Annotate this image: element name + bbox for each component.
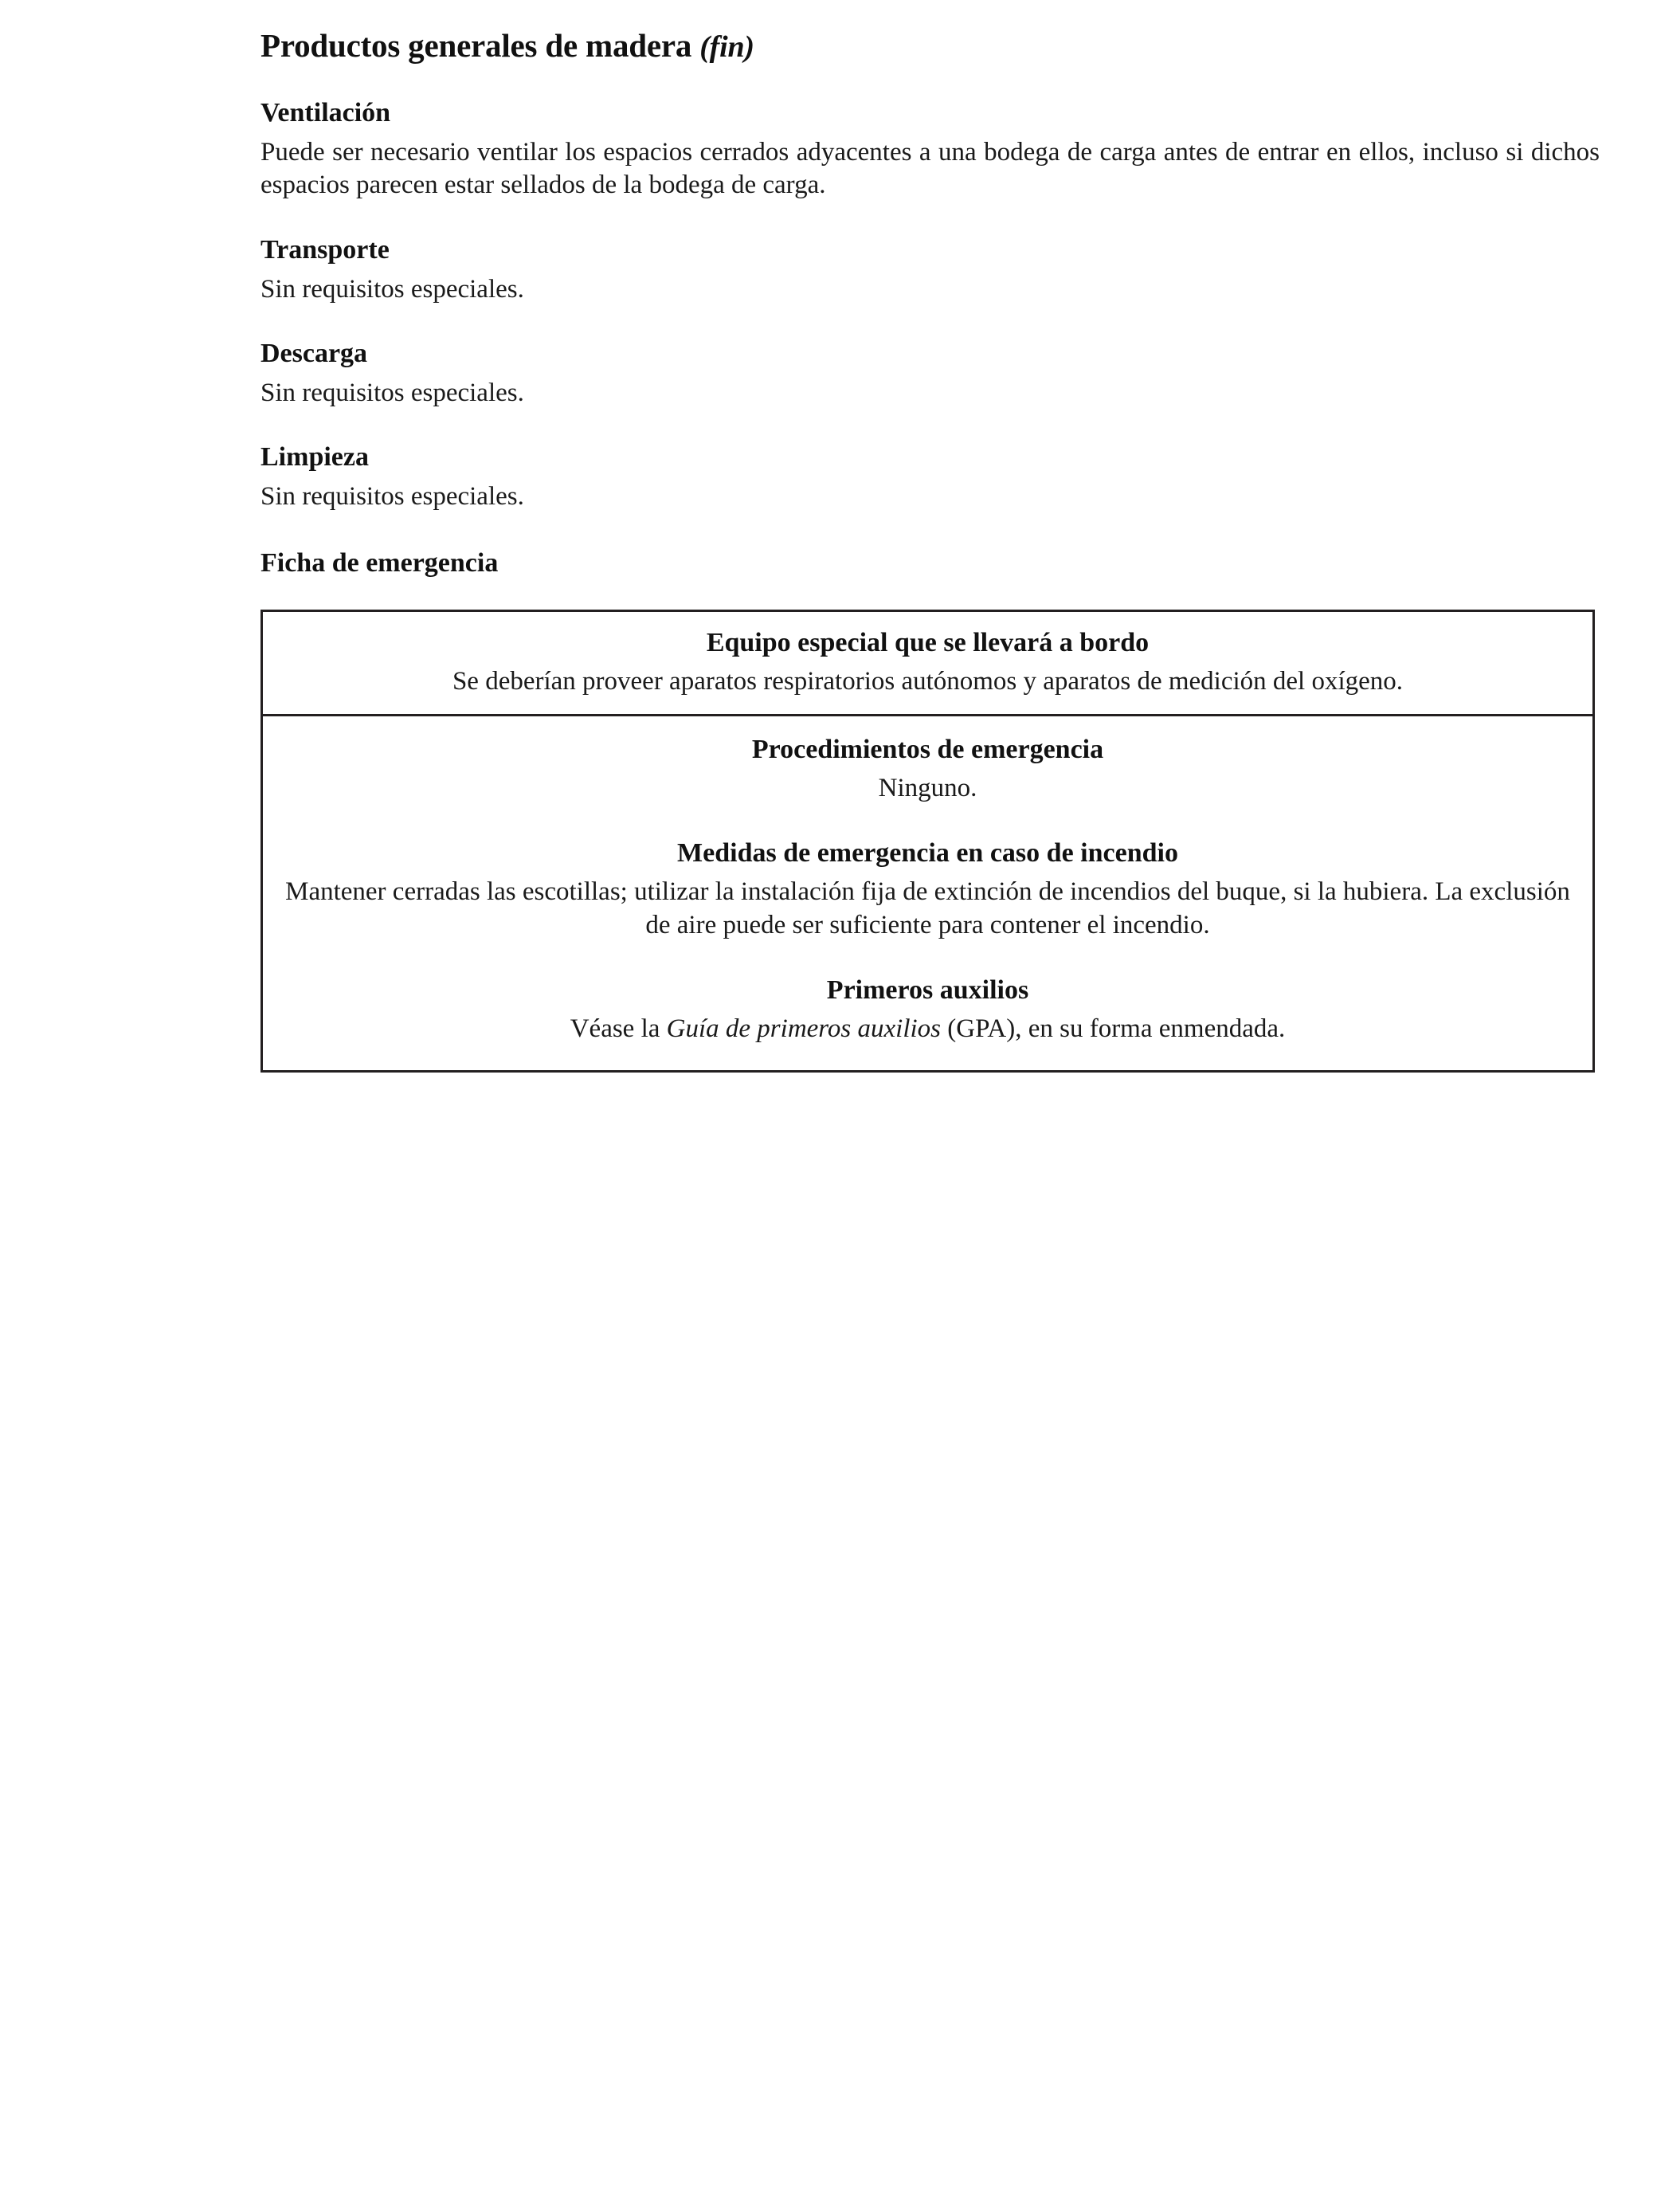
emergency-block-body: Mantener cerradas las escotillas; utilizar la instalación fija de extinción de incendios del buque, si la hubiera. La exclusión de aire puede ser suficiente para contener el incendio.	[285, 877, 1570, 939]
section-body-descarga: Sin requisitos especiales.	[260, 378, 524, 407]
page-title-suffix: (fin)	[699, 30, 754, 64]
section-heading-ficha-de-emergencia: Ficha de emergencia	[260, 547, 499, 578]
section-heading-ventilacion: Ventilación	[260, 97, 391, 127]
emergency-body-italic-title: Guía de primeros auxilios	[666, 1014, 941, 1044]
table-row	[263, 714, 1592, 1070]
page-title	[260, 0, 1600, 65]
emergency-block-body: Se deberían proveer aparatos respiratorios autónomos y aparatos de medición del oxígeno.	[452, 666, 1404, 696]
emergency-block-title: Equipo especial que se llevará a bordo	[706, 627, 1150, 657]
emergency-block-procedimientos	[277, 734, 1578, 805]
section-heading-descarga: Descarga	[260, 338, 368, 368]
emergency-body-post: (GPA), en su forma enmendada.	[941, 1014, 1286, 1044]
emergency-body-pre: Véase la	[570, 1014, 667, 1044]
emergency-block-body	[277, 1007, 1578, 1046]
content-column	[260, 0, 1600, 1073]
emergency-block-body: Ninguno.	[878, 773, 977, 802]
section-body-transporte: Sin requisitos especiales.	[260, 274, 524, 304]
section-body-limpieza: Sin requisitos especiales.	[260, 482, 524, 512]
section-heading-transporte: Transporte	[260, 234, 390, 265]
emergency-card-table	[260, 610, 1595, 1073]
emergency-block-title: Primeros auxilios	[826, 975, 1029, 1006]
page-title-main: Productos generales de madera	[260, 27, 692, 64]
emergency-block-title: Procedimientos de emergencia	[751, 735, 1104, 765]
section-heading-limpieza: Limpieza	[260, 442, 369, 473]
emergency-block-equipo-especial	[277, 627, 1578, 698]
section-body-ventilacion: Puede ser necesario ventilar los espacios cerrados adyacentes a una bodega de carga antes de entrar en ellos, incluso si dichos espacios parecen estar sellados de la bodega de carga.	[260, 138, 1600, 200]
emergency-block-title: Medidas de emergencia en caso de incendio	[677, 838, 1178, 869]
table-row	[263, 612, 1592, 714]
emergency-block-primeros-auxilios	[277, 975, 1578, 1045]
emergency-block-medidas-incendio	[277, 837, 1578, 942]
